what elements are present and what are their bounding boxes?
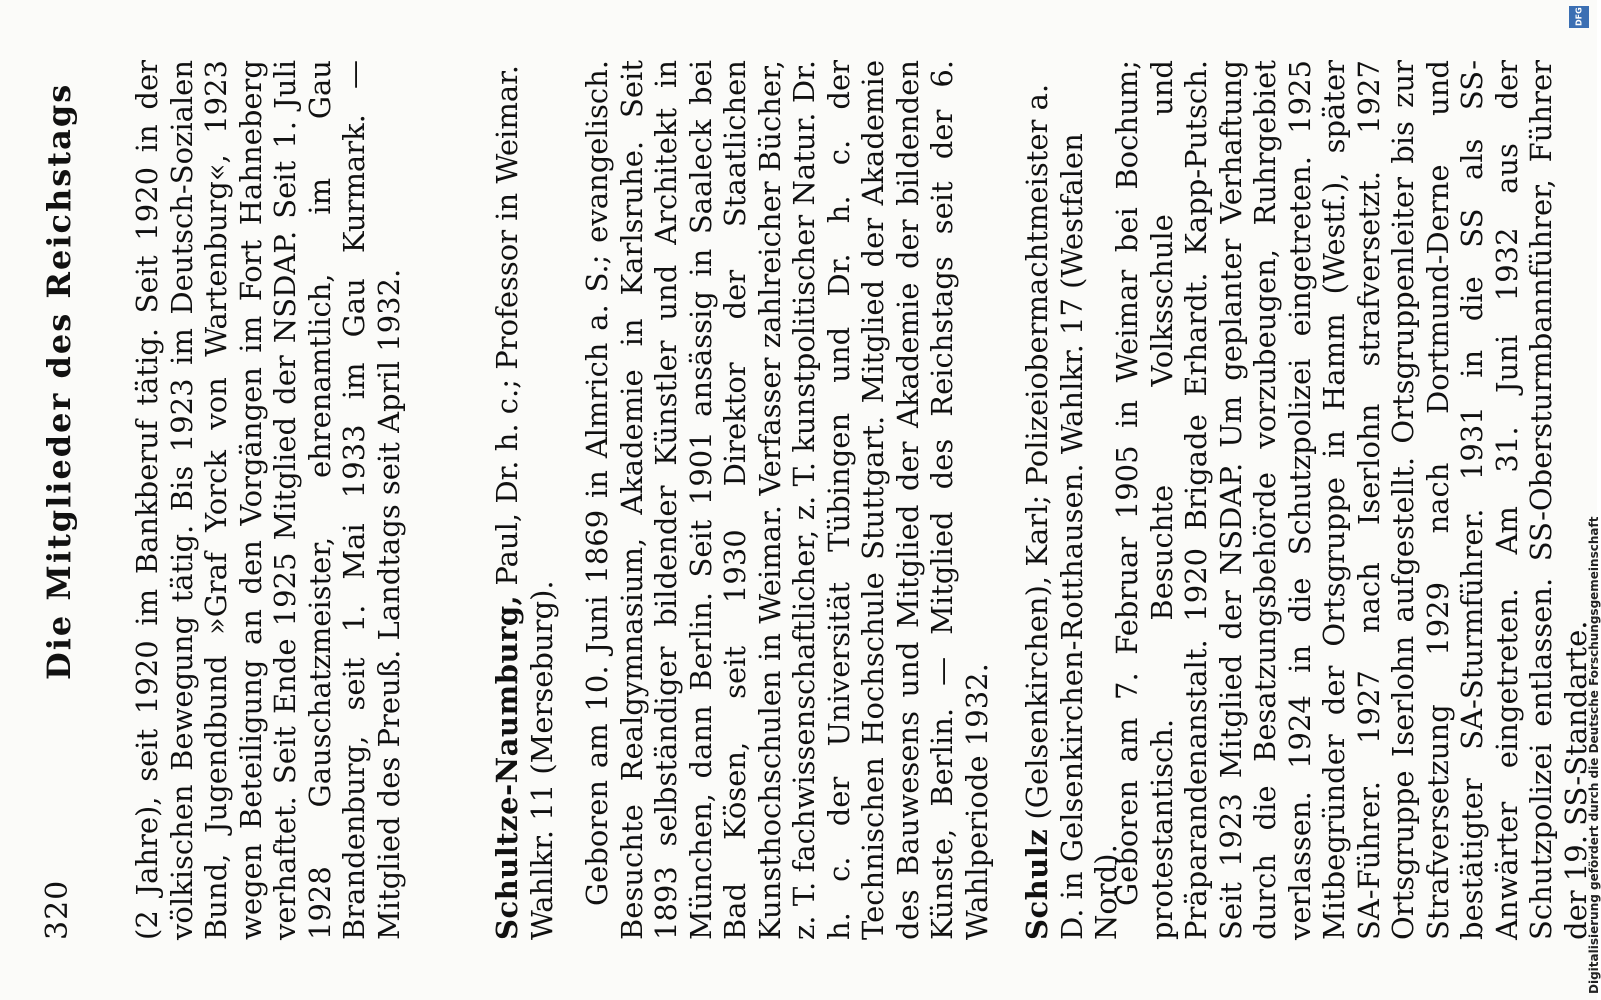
page-header	[40, 60, 100, 940]
entry-biography-schulz	[1110, 60, 1593, 940]
entry-heading-schultze-naumburg	[490, 60, 559, 940]
paragraph-continuation: (2 Jahre), seit 1920 im Bankberuf tätig. Seit 1920 in der völkischen Bewegung tätig. Bis 1923 im Deutsch-Sozialen Bund, Jugendbund »Graf Yorck von Wartenburg«, 1923 wegen Beteiligung an den Vorgängen im Fort Hahneberg verhaftet. Seit Ende 1925 Mitglied der NSDAP. Seit 1. Juli 1928 Gauschatzmeister, ehrenamtlich, im Gau Brandenburg, seit 1. Mai 1933 im Gau Kurmark. — Mitglied des Preuß. Landtags seit April 1932.	[130, 60, 406, 940]
running-title: Die Mitglieder des Reichstags	[40, 82, 78, 680]
biography-text: Geboren am 10. Juni 1869 in Almrich a. S.; evangelisch. Besuchte Realgymnasium, Akademie in Karlsruhe. Seit 1893 selbständiger bildender Künstler und Architekt in München, dann Berlin. Seit 1901 ansässig in Saaleck bei Bad Kösen, seit 1930 Direktor der Staatlichen Kunsthochschulen in Weimar. Verfasser zahlreicher Bücher, z. T. fachwissenschaftlicher, z. T. kunstpolitischer Natur. Dr. h. c. der Universität Tübingen und Dr. h. c. der Technischen Hochschule Stuttgart. Mitglied der Akademie des Bauwesens und Mitglied der Akademie der bildenden Künste, Berlin. — Mitglied des Reichstags seit der 6. Wahlperiode 1932.	[580, 60, 994, 940]
entry-heading-schulz	[1020, 60, 1124, 940]
digitization-credit: Digitalisierung gefördert durch die Deutsche Forschungsgemeinschaft	[1587, 516, 1601, 994]
entry-details: (Gelsenkirchen), Karl; Polizeiobermachtmeister a. D. in Gelsenkirchen-Rotthausen. Wahlkr. 17 (Westfalen Nord).	[1020, 83, 1123, 940]
entry-biography-schultze-naumburg	[580, 60, 994, 940]
book-page-rotated	[20, 60, 1593, 940]
entry-name: Schulz	[1020, 828, 1054, 940]
entry-name: Schultze-Naumburg,	[490, 594, 524, 940]
digitization-credit-strip	[1557, 0, 1601, 1000]
entry-details: Paul, Dr. h. c.; Professor in Weimar. Wahlkr. 11 (Merseburg).	[490, 64, 559, 940]
biography-text: Geboren am 7. Februar 1905 in Weimar bei Bochum; protestantisch. Besuchte Volksschule und Präparandenanstalt. 1920 Brigade Erhardt. Kapp-Putsch. Seit 1923 Mitglied der NSDAP. Um geplanter Verhaftung durch die Besatzungsbehörde vorzubeugen, Ruhrgebiet verlassen. 1924 in die Schutzpolizei eingetreten. 1925 Mitbegründer der Ortsgruppe in Hamm (Westf.), später SA-Führer. 1927 nach Iserlohn strafversetzt. 1927 Ortsgruppe Iserlohn aufgestellt. Ortsgruppenleiter bis zur Strafversetzung 1929 nach Dortmund-Derne und bestätigter SA-Sturmführer. 1931 in die SS als SS-Anwärter eingetreten. Am 31. Juni 1932 aus der Schutzpolizei entlassen. SS-Obersturmbannführer, Führer der 19. SS-Standarte.	[1110, 60, 1593, 940]
page-number: 320	[40, 879, 75, 940]
dfg-logo-icon: DFG	[1569, 6, 1589, 28]
